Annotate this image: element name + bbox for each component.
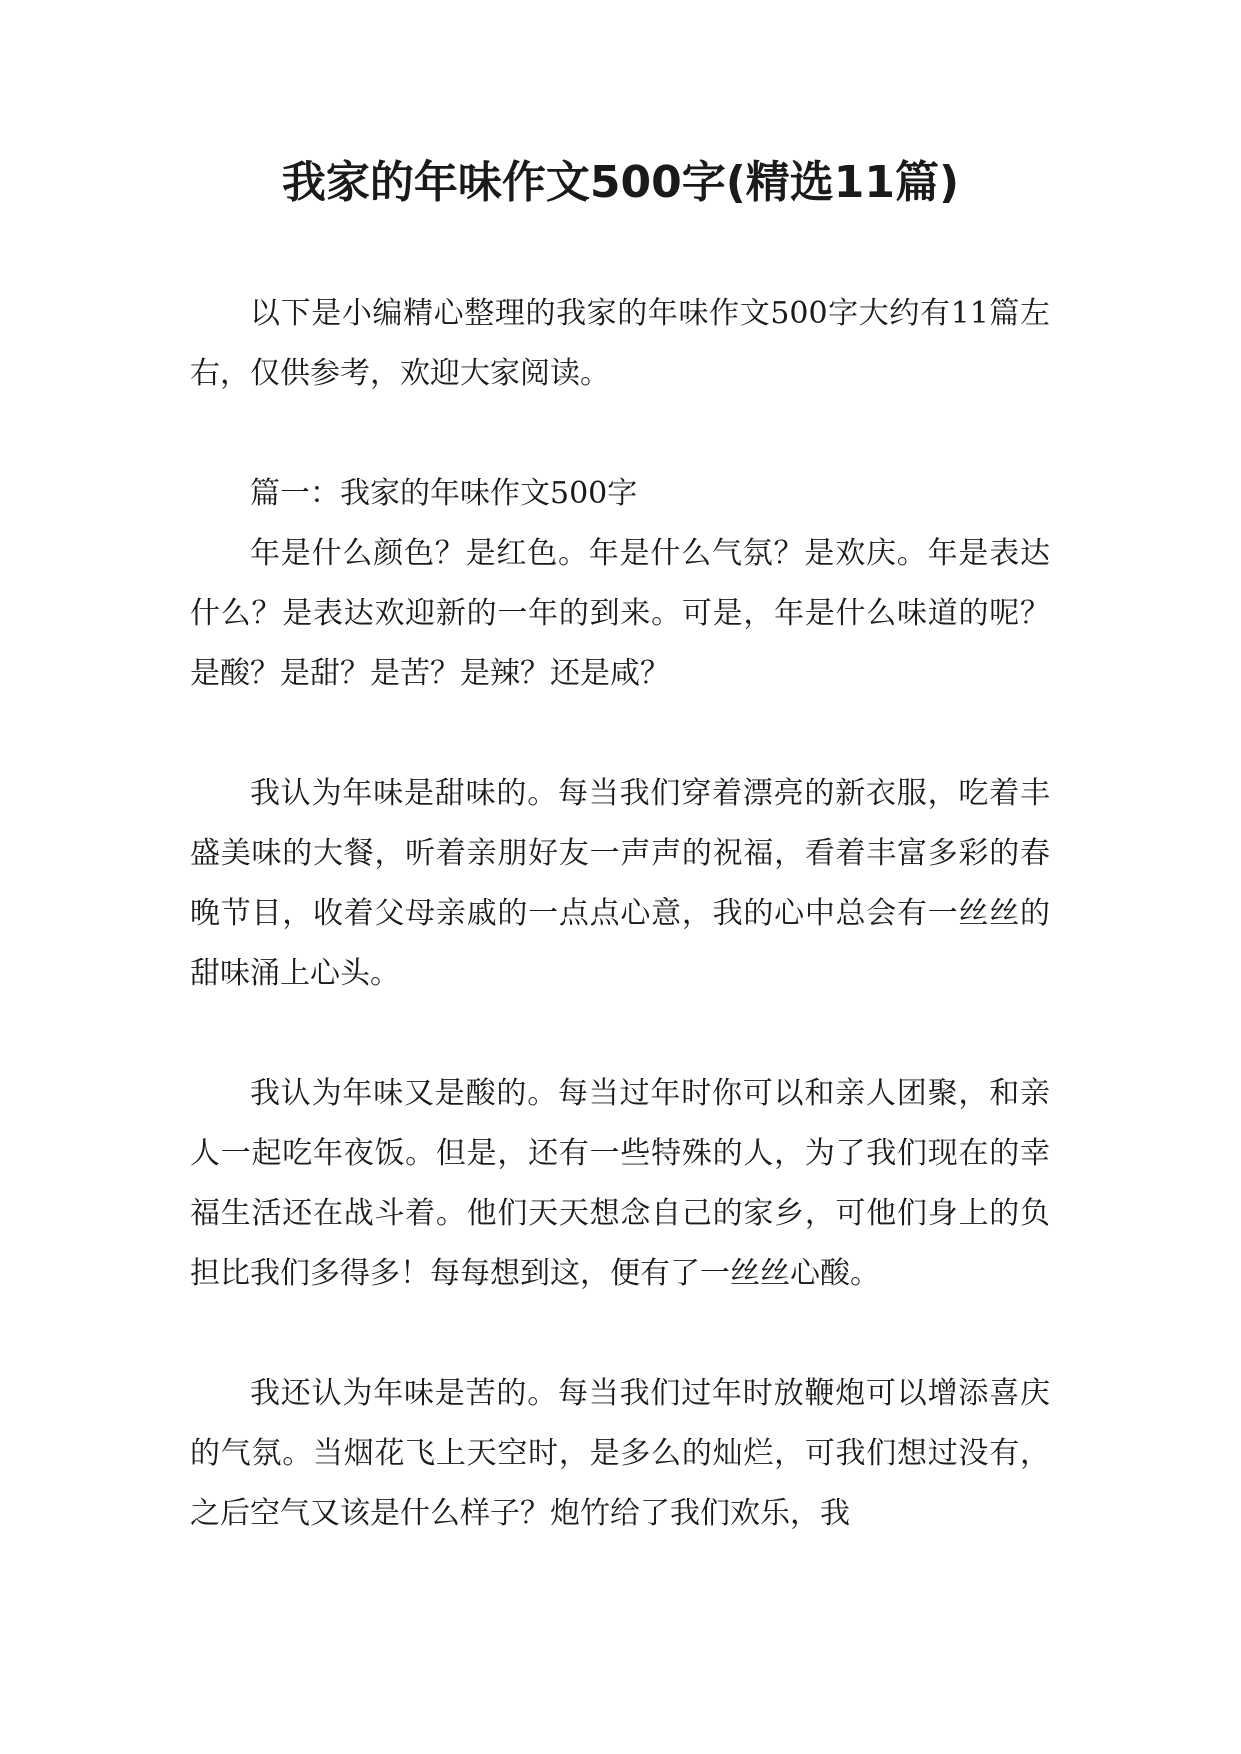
- paragraph-gap: [190, 1304, 1050, 1364]
- section-heading: 篇一：我家的年味作文500字: [250, 476, 638, 511]
- body-paragraph: 我还认为年味是苦的。每当我们过年时放鞭炮可以增添喜庆的气氛。当烟花飞上天空时，是多么的灿烂，可我们想过没有，之后空气又该是什么样子？炮竹给了我们欢乐，我: [190, 1376, 1050, 1531]
- document-title: 我家的年味作文500字(精选11篇): [281, 157, 960, 208]
- paragraph-gap: [190, 704, 1050, 764]
- body-paragraph: 年是什么颜色？是红色。年是什么气氛？是欢庆。年是表达什么？是表达欢迎新的一年的到来。可是，年是什么味道的呢？是酸？是甜？是苦？是辣？还是咸？: [190, 536, 1050, 691]
- body-paragraph: 我认为年味又是酸的。每当过年时你可以和亲人团聚，和亲人一起吃年夜饭。但是，还有一些特殊的人，为了我们现在的幸福生活还在战斗着。他们天天想念自己的家乡，可他们身上的负担比我们多得多！每每想到这，便有了一丝丝心酸。: [190, 1076, 1050, 1291]
- paragraph-gap: [190, 1004, 1050, 1064]
- document-body: [190, 284, 1050, 1544]
- intro-paragraph: 以下是小编精心整理的我家的年味作文500字大约有11篇左右，仅供参考，欢迎大家阅读。: [190, 296, 1050, 391]
- body-paragraph: 我认为年味是甜味的。每当我们穿着漂亮的新衣服，吃着丰盛美味的大餐，听着亲朋好友一声声的祝福，看着丰富多彩的春晚节目，收着父母亲戚的一点点心意，我的心中总会有一丝丝的甜味涌上心头。: [190, 776, 1050, 991]
- paragraph-gap: [190, 404, 1050, 464]
